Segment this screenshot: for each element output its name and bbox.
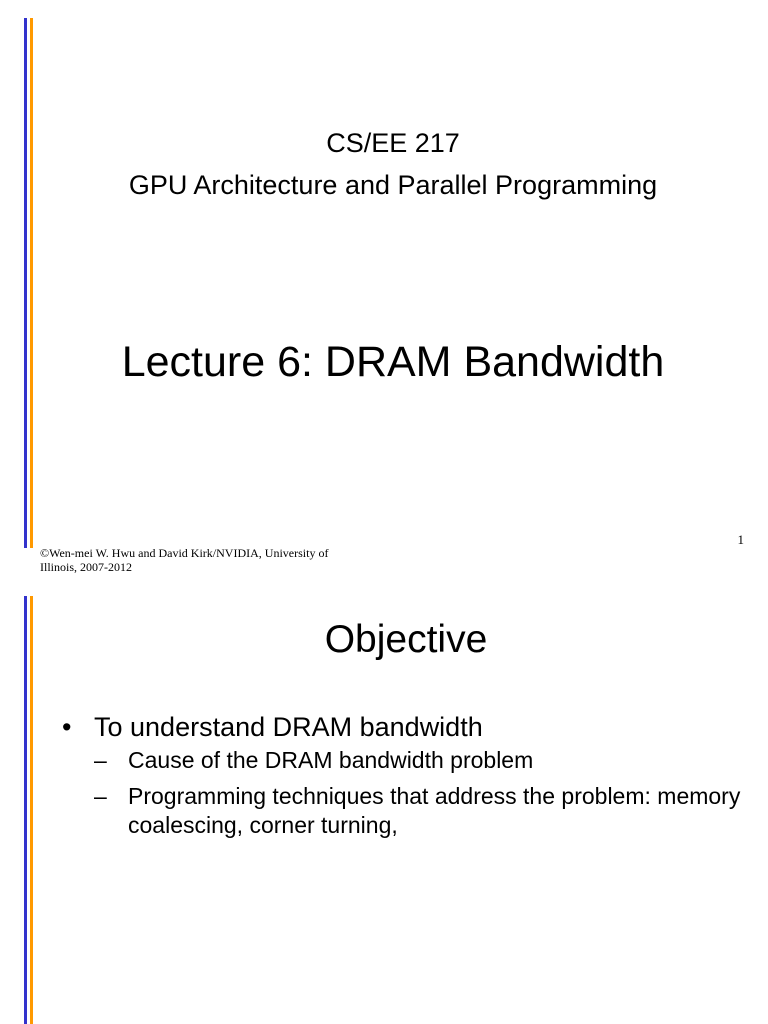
course-title: GPU Architecture and Parallel Programming xyxy=(128,170,658,200)
sub-bullet-marker: – xyxy=(94,747,107,773)
copyright-line-2: Illinois, 2007-2012 xyxy=(40,560,132,574)
left-orange-bar xyxy=(30,18,33,548)
page-number: 1 xyxy=(737,532,744,547)
sub-bullet-list xyxy=(94,746,742,840)
bullet-text: To understand DRAM bandwidth xyxy=(94,712,483,742)
bullet-marker: • xyxy=(62,712,72,742)
bullet-list xyxy=(62,710,742,847)
course-code: CS/EE 217 xyxy=(326,128,460,158)
copyright-line-1: ©Wen-mei W. Hwu and David Kirk/NVIDIA, University of xyxy=(40,546,329,560)
sub-bullet-text: Programming techniques that address the problem: memory coalescing, corner turning, xyxy=(128,783,741,838)
sub-bullet-text: Cause of the DRAM bandwidth problem xyxy=(128,747,534,773)
lecture-title: Lecture 6: DRAM Bandwidth xyxy=(121,338,665,386)
sub-bullet-marker: – xyxy=(94,783,107,809)
sub-bullet-item xyxy=(94,782,742,840)
slide-title: Objective xyxy=(324,618,488,661)
copyright-notice xyxy=(40,546,400,574)
sub-bullet-item xyxy=(94,746,742,775)
left-blue-bar xyxy=(24,18,27,548)
slide-2 xyxy=(0,590,768,1024)
bullet-item xyxy=(62,710,742,840)
